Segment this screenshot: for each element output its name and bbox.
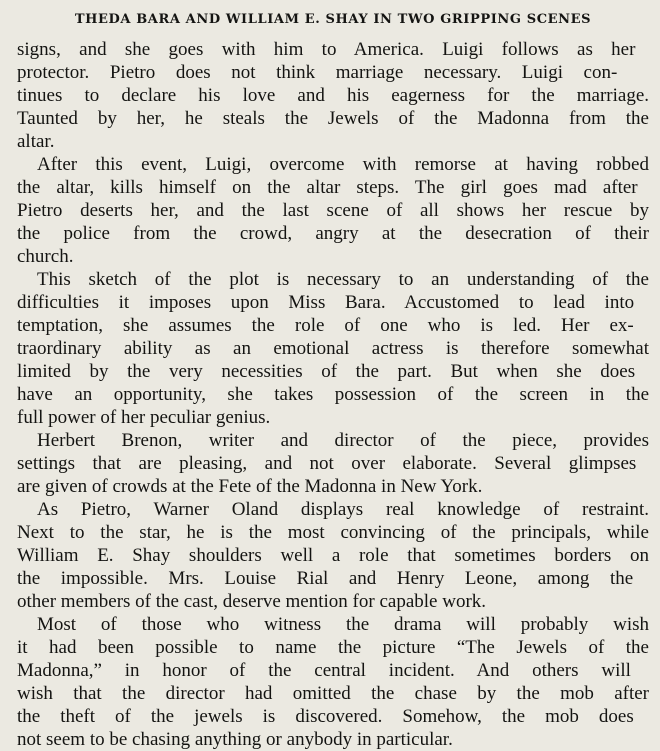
show-through-text bbox=[360, 726, 660, 742]
text-line: wish that the director had omitted the chase by the mob after bbox=[17, 683, 649, 704]
text-line: full power of her peculiar genius. bbox=[17, 407, 271, 428]
text-line: have an opportunity, she takes possession of the screen in the bbox=[17, 384, 649, 405]
running-header: THEDA BARA AND WILLIAM E. SHAY IN TWO GRIPPING SCENES bbox=[74, 12, 592, 27]
text-line: William E. Shay shoulders well a role that sometimes borders on bbox=[17, 545, 649, 566]
text-line: temptation, she assumes the role of one who is led. Her ex- bbox=[17, 315, 634, 336]
text-line: tinues to declare his love and his eagerness for the marriage. bbox=[17, 85, 649, 106]
text-line: This sketch of the plot is necessary to an understanding of the bbox=[37, 269, 649, 290]
text-line: protector. Pietro does not think marriage necessary. Luigi con- bbox=[17, 62, 618, 83]
text-line: it had been possible to name the picture “The Jewels of the bbox=[17, 637, 649, 658]
article-body bbox=[17, 38, 649, 751]
text-line: traordinary ability as an emotional actress is therefore somewhat bbox=[17, 338, 649, 359]
text-line: settings that are pleasing, and not over elaborate. Several glimpses bbox=[17, 453, 637, 474]
text-line: signs, and she goes with him to America. Luigi follows as her bbox=[17, 39, 636, 60]
text-line: are given of crowds at the Fete of the Madonna in New York. bbox=[17, 476, 483, 497]
text-line: As Pietro, Warner Oland displays real knowledge of restraint. bbox=[37, 499, 649, 520]
text-line: the police from the crowd, angry at the desecration of their bbox=[17, 223, 649, 244]
text-line: Most of those who witness the drama will probably wish bbox=[37, 614, 649, 635]
text-line: not seem to be chasing anything or anybody in particular. bbox=[17, 729, 453, 750]
text-line: other members of the cast, deserve mention for capable work. bbox=[17, 591, 487, 612]
text-line: the theft of the jewels is discovered. Somehow, the mob does bbox=[17, 706, 634, 727]
text-line: limited by the very necessities of the part. But when she does bbox=[17, 361, 636, 382]
text-line: the altar, kills himself on the altar steps. The girl goes mad after bbox=[17, 177, 638, 198]
text-line: difficulties it imposes upon Miss Bara. Accustomed to lead into bbox=[17, 292, 635, 313]
text-line: the impossible. Mrs. Louise Rial and Henry Leone, among the bbox=[17, 568, 634, 589]
text-line: Taunted by her, he steals the Jewels of the Madonna from the bbox=[17, 108, 649, 129]
text-line: Next to the star, he is the most convincing of the principals, while bbox=[17, 522, 649, 543]
text-line: church. bbox=[17, 246, 74, 267]
text-line: Pietro deserts her, and the last scene of all shows her rescue by bbox=[17, 200, 649, 221]
text-line: Herbert Brenon, writer and director of the piece, provides bbox=[37, 430, 649, 451]
text-line: Madonna,” in honor of the central incident. And others will bbox=[17, 660, 631, 681]
text-line: altar. bbox=[17, 131, 55, 152]
text-line: After this event, Luigi, overcome with remorse at having robbed bbox=[37, 154, 649, 175]
